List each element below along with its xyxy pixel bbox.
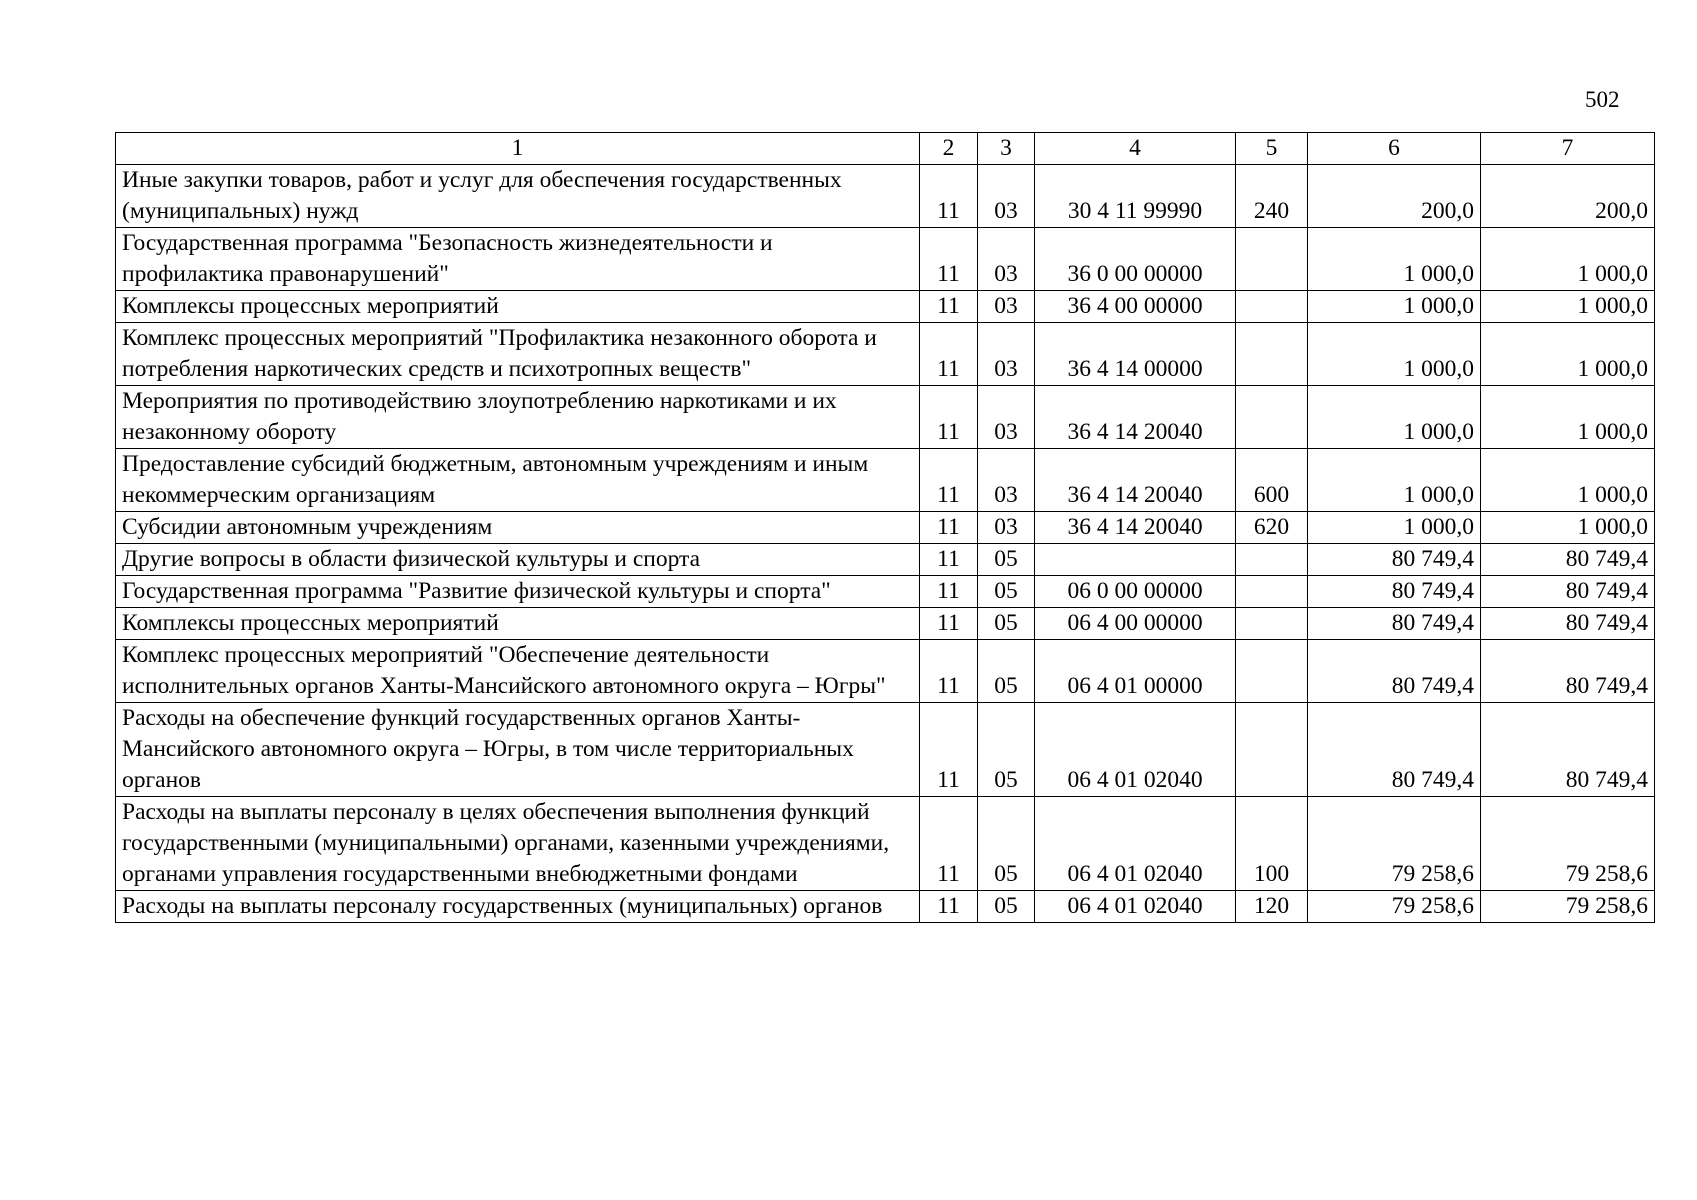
section-code-cell: 11 (920, 228, 978, 291)
amount-year2-cell: 200,0 (1481, 165, 1655, 228)
amount-year1-cell: 1 000,0 (1308, 386, 1481, 449)
amount-year2-cell: 79 258,6 (1481, 891, 1655, 923)
amount-year1-cell: 80 749,4 (1308, 640, 1481, 703)
target-article-cell: 36 4 14 20040 (1035, 449, 1236, 512)
section-code-cell: 11 (920, 703, 978, 797)
table-row (116, 323, 1655, 386)
table-row (116, 165, 1655, 228)
row-name-cell: Комплекс процессных мероприятий "Обеспечение деятельности исполнительных органов Ханты-Мансийского автономного округа – Югры" (116, 640, 920, 703)
amount-year2-cell: 1 000,0 (1481, 512, 1655, 544)
table-row (116, 640, 1655, 703)
row-name-cell: Расходы на выплаты персоналу государственных (муниципальных) органов (116, 891, 920, 923)
amount-year1-cell: 200,0 (1308, 165, 1481, 228)
row-name-cell: Комплексы процессных мероприятий (116, 291, 920, 323)
amount-year2-cell: 1 000,0 (1481, 386, 1655, 449)
target-article-cell: 06 4 00 00000 (1035, 608, 1236, 640)
subsection-code-cell: 03 (978, 165, 1035, 228)
target-article-cell: 06 0 00 00000 (1035, 576, 1236, 608)
column-header: 1 (116, 133, 920, 165)
amount-year1-cell: 1 000,0 (1308, 449, 1481, 512)
expense-type-cell (1236, 544, 1308, 576)
amount-year1-cell: 1 000,0 (1308, 291, 1481, 323)
table-row (116, 576, 1655, 608)
amount-year1-cell: 80 749,4 (1308, 703, 1481, 797)
amount-year1-cell: 1 000,0 (1308, 512, 1481, 544)
subsection-code-cell: 05 (978, 891, 1035, 923)
amount-year2-cell: 80 749,4 (1481, 544, 1655, 576)
expense-type-cell: 240 (1236, 165, 1308, 228)
row-name-cell: Расходы на обеспечение функций государственных органов Ханты-Мансийского автономного округа – Югры, в том числе территориальных органов (116, 703, 920, 797)
target-article-cell: 06 4 01 00000 (1035, 640, 1236, 703)
amount-year1-cell: 80 749,4 (1308, 576, 1481, 608)
section-code-cell: 11 (920, 608, 978, 640)
subsection-code-cell: 03 (978, 228, 1035, 291)
row-name-cell: Субсидии автономным учреждениям (116, 512, 920, 544)
expense-type-cell (1236, 228, 1308, 291)
column-header: 2 (920, 133, 978, 165)
subsection-code-cell: 03 (978, 323, 1035, 386)
target-article-cell: 36 4 00 00000 (1035, 291, 1236, 323)
row-name-cell: Расходы на выплаты персоналу в целях обеспечения выполнения функций государственными (муниципальными) органами, казенными учреждениями, органами управления государственными внебюджетными фондами (116, 797, 920, 891)
column-header: 4 (1035, 133, 1236, 165)
column-header: 6 (1308, 133, 1481, 165)
subsection-code-cell: 03 (978, 512, 1035, 544)
subsection-code-cell: 05 (978, 797, 1035, 891)
subsection-code-cell: 05 (978, 576, 1035, 608)
subsection-code-cell: 05 (978, 703, 1035, 797)
table-row (116, 797, 1655, 891)
expense-type-cell: 120 (1236, 891, 1308, 923)
expense-type-cell (1236, 386, 1308, 449)
amount-year1-cell: 1 000,0 (1308, 228, 1481, 291)
expense-type-cell: 100 (1236, 797, 1308, 891)
expense-type-cell (1236, 323, 1308, 386)
table-body (116, 165, 1655, 923)
target-article-cell (1035, 544, 1236, 576)
table-row (116, 449, 1655, 512)
table-row (116, 291, 1655, 323)
section-code-cell: 11 (920, 512, 978, 544)
header-row (116, 133, 1655, 165)
amount-year1-cell: 80 749,4 (1308, 608, 1481, 640)
column-header: 5 (1236, 133, 1308, 165)
row-name-cell: Мероприятия по противодействию злоупотреблению наркотиками и их незаконному обороту (116, 386, 920, 449)
row-name-cell: Комплексы процессных мероприятий (116, 608, 920, 640)
row-name-cell: Другие вопросы в области физической культуры и спорта (116, 544, 920, 576)
section-code-cell: 11 (920, 797, 978, 891)
subsection-code-cell: 05 (978, 544, 1035, 576)
amount-year2-cell: 1 000,0 (1481, 323, 1655, 386)
amount-year2-cell: 80 749,4 (1481, 608, 1655, 640)
column-header: 3 (978, 133, 1035, 165)
section-code-cell: 11 (920, 891, 978, 923)
table-row (116, 608, 1655, 640)
amount-year1-cell: 79 258,6 (1308, 797, 1481, 891)
row-name-cell: Иные закупки товаров, работ и услуг для обеспечения государственных (муниципальных) нужд (116, 165, 920, 228)
amount-year1-cell: 79 258,6 (1308, 891, 1481, 923)
table-row (116, 891, 1655, 923)
amount-year2-cell: 80 749,4 (1481, 703, 1655, 797)
expense-type-cell (1236, 608, 1308, 640)
amount-year1-cell: 80 749,4 (1308, 544, 1481, 576)
table-row (116, 228, 1655, 291)
target-article-cell: 06 4 01 02040 (1035, 797, 1236, 891)
target-article-cell: 36 4 14 00000 (1035, 323, 1236, 386)
subsection-code-cell: 05 (978, 608, 1035, 640)
target-article-cell: 36 4 14 20040 (1035, 512, 1236, 544)
section-code-cell: 11 (920, 386, 978, 449)
amount-year2-cell: 1 000,0 (1481, 449, 1655, 512)
target-article-cell: 36 0 00 00000 (1035, 228, 1236, 291)
section-code-cell: 11 (920, 291, 978, 323)
budget-table (115, 132, 1655, 923)
section-code-cell: 11 (920, 449, 978, 512)
row-name-cell: Комплекс процессных мероприятий "Профилактика незаконного оборота и потребления наркотических средств и психотропных веществ" (116, 323, 920, 386)
subsection-code-cell: 05 (978, 640, 1035, 703)
section-code-cell: 11 (920, 165, 978, 228)
page-number: 502 (1585, 87, 1620, 112)
expense-type-cell (1236, 703, 1308, 797)
table-row (116, 512, 1655, 544)
subsection-code-cell: 03 (978, 291, 1035, 323)
amount-year2-cell: 1 000,0 (1481, 291, 1655, 323)
expense-type-cell: 600 (1236, 449, 1308, 512)
subsection-code-cell: 03 (978, 449, 1035, 512)
expense-type-cell (1236, 576, 1308, 608)
section-code-cell: 11 (920, 576, 978, 608)
subsection-code-cell: 03 (978, 386, 1035, 449)
row-name-cell: Государственная программа "Безопасность жизнедеятельности и профилактика правонарушений" (116, 228, 920, 291)
table-row (116, 703, 1655, 797)
expense-type-cell: 620 (1236, 512, 1308, 544)
expense-type-cell (1236, 640, 1308, 703)
section-code-cell: 11 (920, 544, 978, 576)
amount-year2-cell: 80 749,4 (1481, 640, 1655, 703)
amount-year1-cell: 1 000,0 (1308, 323, 1481, 386)
row-name-cell: Государственная программа "Развитие физической культуры и спорта" (116, 576, 920, 608)
section-code-cell: 11 (920, 640, 978, 703)
target-article-cell: 30 4 11 99990 (1035, 165, 1236, 228)
target-article-cell: 36 4 14 20040 (1035, 386, 1236, 449)
expense-type-cell (1236, 291, 1308, 323)
table-row (116, 544, 1655, 576)
table-row (116, 386, 1655, 449)
target-article-cell: 06 4 01 02040 (1035, 703, 1236, 797)
amount-year2-cell: 1 000,0 (1481, 228, 1655, 291)
column-header: 7 (1481, 133, 1655, 165)
row-name-cell: Предоставление субсидий бюджетным, автономным учреждениям и иным некоммерческим организациям (116, 449, 920, 512)
section-code-cell: 11 (920, 323, 978, 386)
target-article-cell: 06 4 01 02040 (1035, 891, 1236, 923)
amount-year2-cell: 80 749,4 (1481, 576, 1655, 608)
amount-year2-cell: 79 258,6 (1481, 797, 1655, 891)
